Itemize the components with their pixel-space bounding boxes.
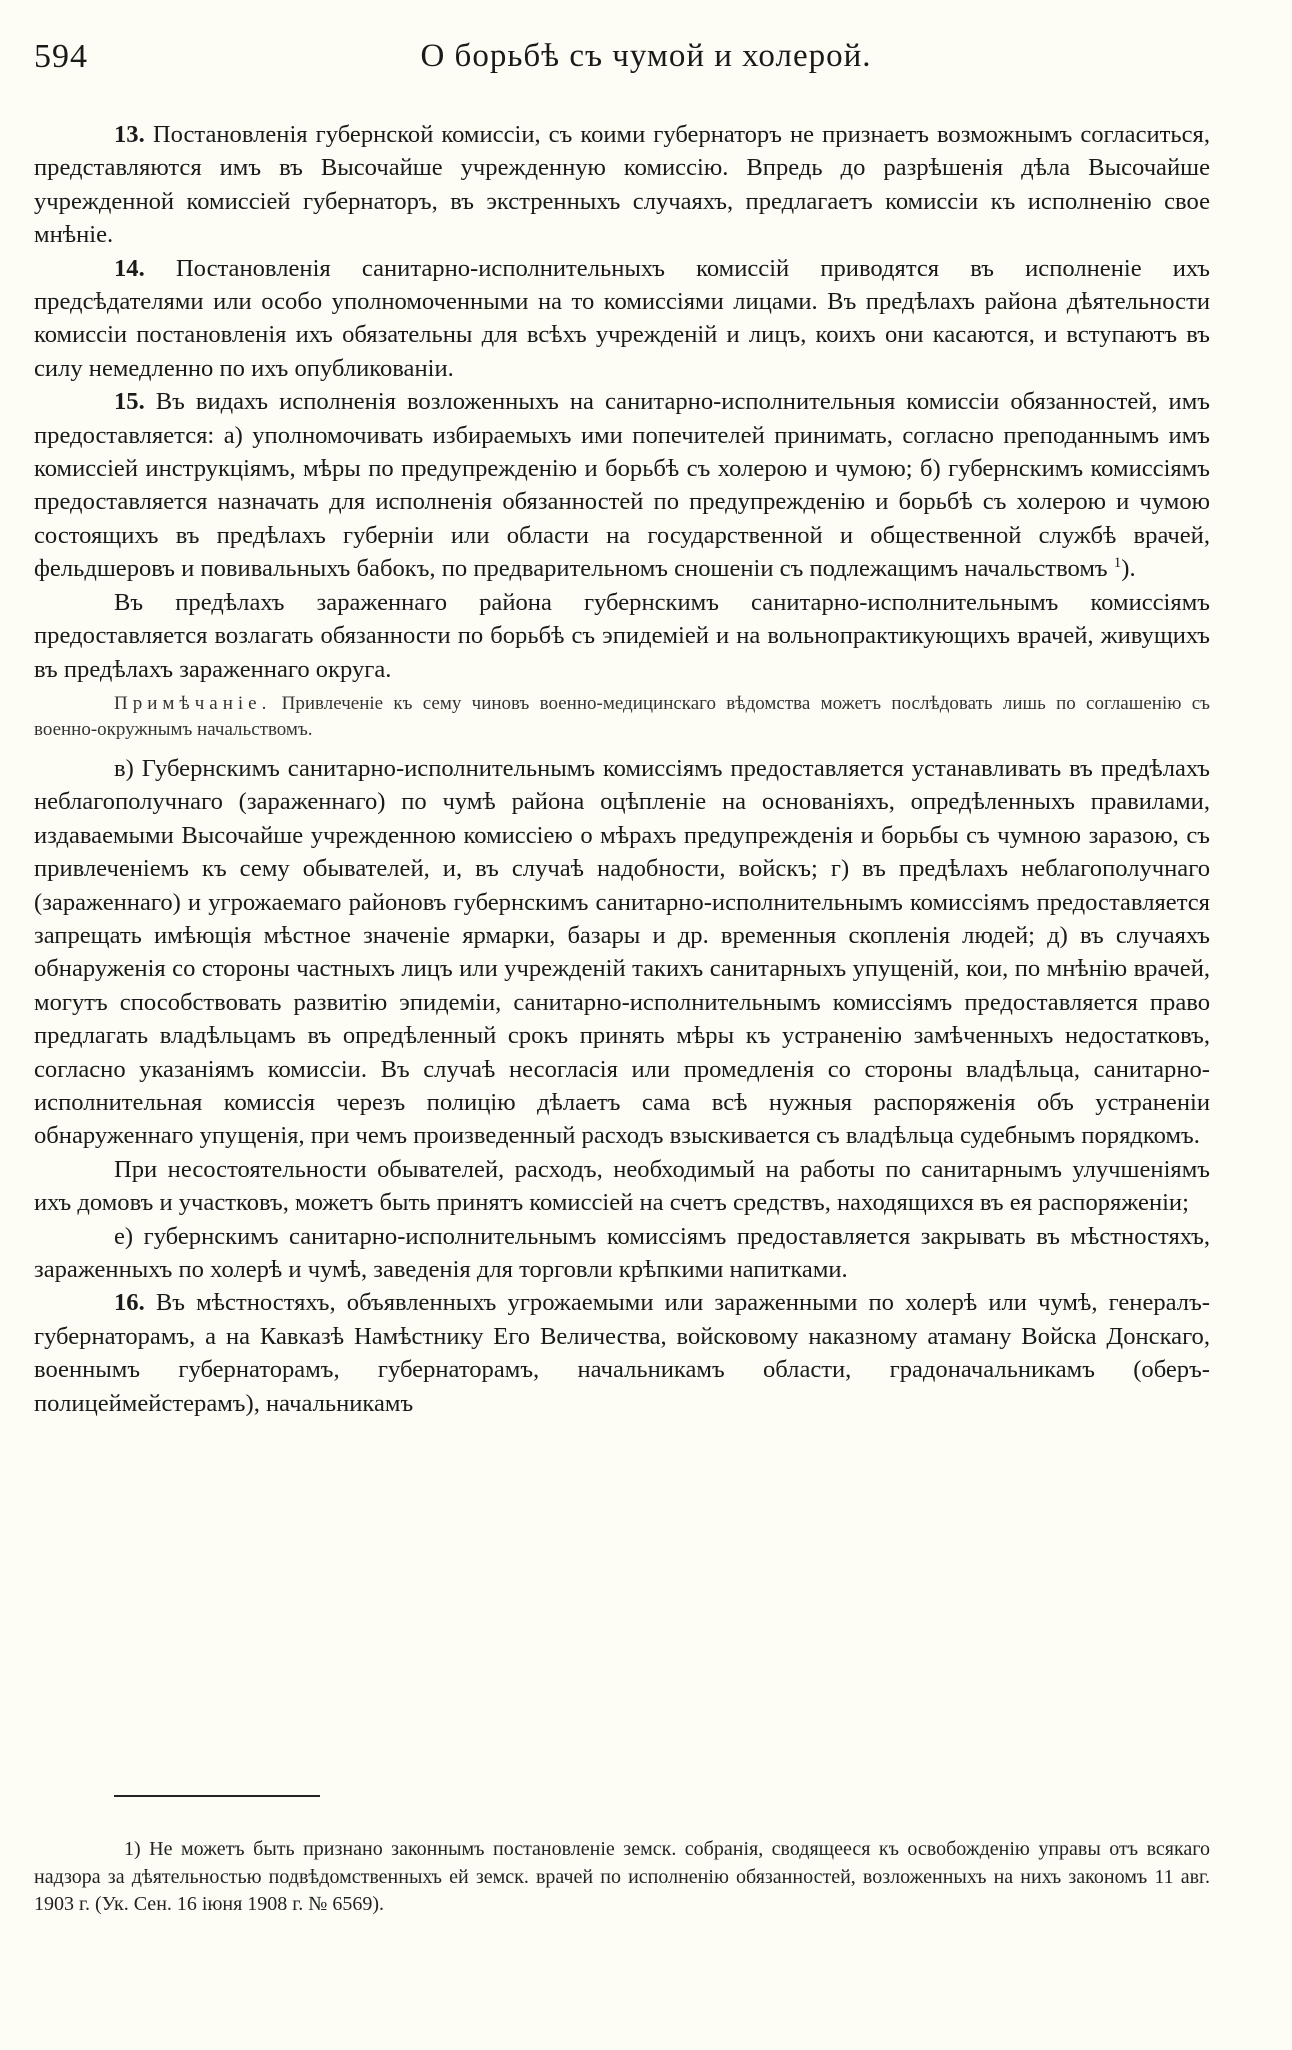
note xyxy=(34,691,1210,743)
note-text: Привлеченіе къ сему чиновъ военно-медицинскаго вѣдомства можетъ послѣдовать лишь по соглашенію съ военно-окружнымъ начальствомъ. xyxy=(34,692,1210,740)
footnote-mark: 1) xyxy=(124,1838,141,1860)
page-header xyxy=(30,38,1262,82)
note-lead: Примѣчаніе. xyxy=(114,692,272,714)
section-number: 16. xyxy=(114,1289,145,1317)
page-number: 594 xyxy=(34,38,88,75)
section-number: 13. xyxy=(114,121,145,148)
section-text-end: ). xyxy=(1121,555,1136,583)
footnote-text: Не можетъ быть признано законнымъ постановленіе земск. собранія, сводящееся къ освобожденію управы отъ всякаго надзора за дѣятельностью подвѣдомственныхъ ей земск. врачей по исполненію обязанностей, возложенныхъ на нихъ закономъ 11 авг. 1903 г. (Ук. Сен. 16 іюня 1908 г. № 6569). xyxy=(34,1838,1211,1915)
page-body xyxy=(34,118,1210,1420)
running-title: О борьбѣ съ чумой и холерой. xyxy=(420,38,872,74)
section-14 xyxy=(34,252,1210,386)
section-15 xyxy=(34,385,1210,585)
section-text: Въ видахъ исполненія возложенныхъ на санитарно-исполнительныя комиссіи обязанностей, имъ предоставляется: а) уполномочивать избираемыхъ ими попечителей принимать, согласно преподаннымъ имъ комиссіей инструкціямъ, мѣры по предупрежденію и борьбѣ съ холерою и чумою; б) губернскимъ комиссіямъ предоставляется назначать для исполненія обязанностей по предупрежденію и борьбѣ съ холерою и чумою состоящихъ въ предѣлахъ губерніи или области на государственной и общественной службѣ врачей, фельдшеровъ и повивальныхъ бабокъ, по предварительномъ сношеніи съ подлежащимъ начальствомъ xyxy=(34,388,1211,583)
section-number: 15. xyxy=(114,388,145,416)
paragraph-v: в) Губернскимъ санитарно-исполнительнымъ комиссіямъ предоставляется устанавливать въ предѣлахъ неблагополучнаго (зараженнаго) по чумѣ района оцѣпленіе на основаніяхъ, опредѣленныхъ правилами, издаваемыми Высочайше учрежденною комиссіею о мѣрахъ предупрежденія и борьбы съ чумною заразою, съ привлеченіемъ къ сему обывателей, и, въ случаѣ надобности, войскъ; г) въ предѣлахъ неблагополучнаго (зараженнаго) и угрожаемаго районовъ губернскимъ санитарно-исполнительнымъ комиссіямъ предоставляется запрещать имѣющія мѣстное значеніе ярмарки, базары и др. временныя скопленія людей; д) въ случаяхъ обнаруженія со стороны частныхъ лицъ или учрежденій такихъ санитарныхъ упущеній, кои, по мнѣнію врачей, могутъ способствовать развитію эпидеміи, санитарно-исполнительнымъ комиссіямъ предоставляется право предлагать владѣльцамъ въ опредѣленный срокъ принять мѣры къ устраненію замѣченныхъ недостатковъ, согласно указаніямъ комиссіи. Въ случаѣ несогласія или промедленія со стороны владѣльца, санитарно-исполнительная комиссія черезъ полицію дѣлаетъ сама всѣ нужныя распоряженія объ устраненіи обнаруженнаго упущенія, при чемъ произведенный расходъ взыскивается съ владѣльца судебнымъ порядкомъ. xyxy=(34,754,1210,1150)
footnote-divider xyxy=(114,1795,320,1797)
section-text: Въ мѣстностяхъ, объявленныхъ угрожаемыми или зараженными по холерѣ или чумѣ, генералъ-губернаторамъ, а на Кавказѣ Намѣстнику Его Величества, войсковому наказному атаману Войска Донскаго, военнымъ губернаторамъ, губернаторамъ, начальникамъ области, градоначальникамъ (оберъ-полицеймейстерамъ), начальникамъ xyxy=(34,1289,1210,1417)
section-text: Постановленія санитарно-исполнительныхъ комиссій приводятся въ исполненіе ихъ предсѣдателями или особо уполномоченными на то комиссіями лицами. Въ предѣлахъ района дѣятельности комиссіи постановленія ихъ обязательны для всѣхъ учрежденій и лицъ, коихъ они касаются, и вступаютъ въ силу немедленно по ихъ опубликованіи. xyxy=(34,254,1211,382)
section-13 xyxy=(34,118,1210,252)
paragraph-e: е) губернскимъ санитарно-исполнительнымъ комиссіямъ предоставляется закрывать въ мѣстностяхъ, зараженныхъ по холерѣ и чумѣ, заведенія для торговли крѣпкими напитками. xyxy=(34,1222,1210,1283)
footnote xyxy=(34,1836,1210,1919)
paragraph-infected-area: Въ предѣлахъ зараженнаго района губернскимъ санитарно-исполнительнымъ комиссіямъ предоставляется возлагать обязанности по борьбѣ съ эпидеміей и на вольнопрактикующихъ врачей, живущихъ въ предѣлахъ зараженнаго округа. xyxy=(34,588,1210,683)
paragraph-insolvency: При несостоятельности обывателей, расходъ, необходимый на работы по санитарнымъ улучшеніямъ ихъ домовъ и участковъ, можетъ быть принятъ комиссіей на счетъ средствъ, находящихся въ ея распоряженіи; xyxy=(34,1155,1210,1217)
section-text: Постановленія губернской комиссіи, съ коими губернаторъ не признаетъ возможнымъ согласиться, представляются имъ въ Высочайше учрежденную комиссію. Впредь до разрѣшенія дѣла Высочайше учрежденной комиссіей губернаторъ, въ экстренныхъ случаяхъ, предлагаетъ комиссіи къ исполненію свое мнѣніе. xyxy=(34,121,1210,249)
section-number: 14. xyxy=(114,254,145,282)
footnote-reference: 1 xyxy=(1113,555,1122,572)
section-16 xyxy=(34,1286,1210,1420)
